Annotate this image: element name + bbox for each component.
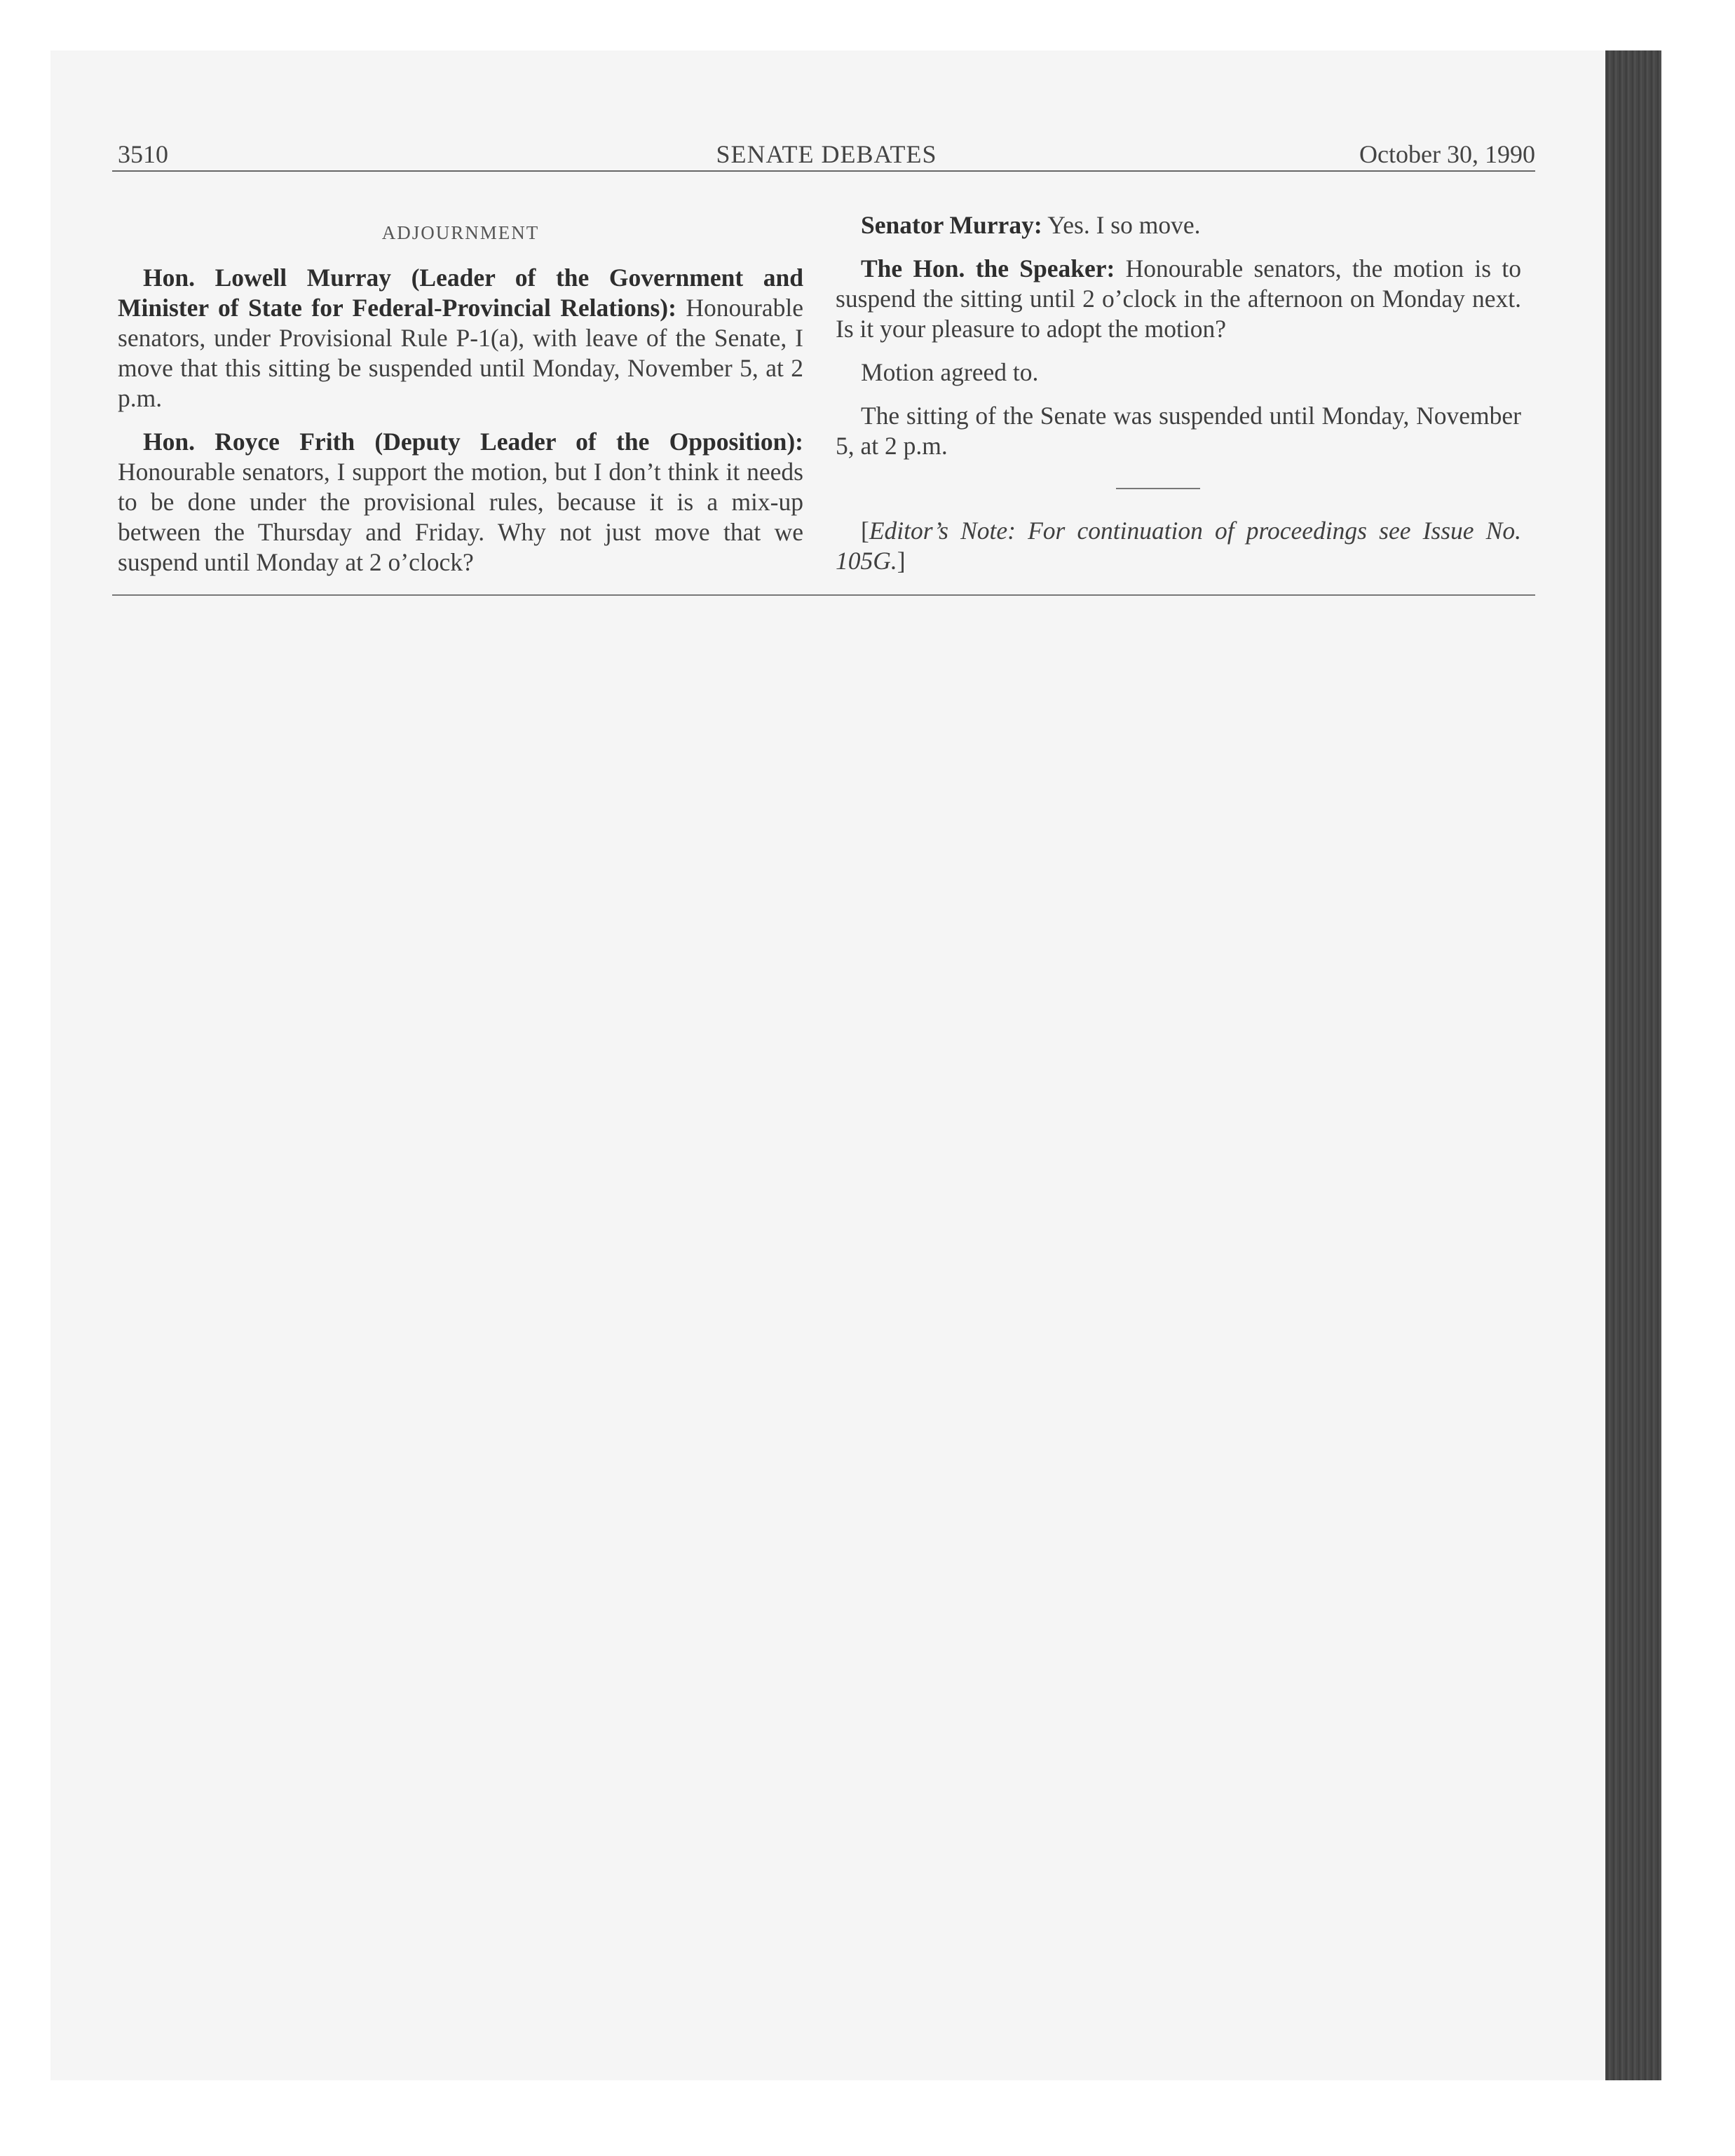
paragraph-text: Honourable senators, under Provisional Rule P-1(a), with leave of the Senate, I move that this sitting be suspended until Monday, November 5, at 2 p.m. (118, 294, 803, 412)
paragraph-sitting-suspended: The sitting of the Senate was suspended until Monday, November 5, at 2 p.m. (836, 402, 1521, 460)
page-number: 3510 (118, 140, 168, 168)
paragraph-murray-reply (836, 210, 1521, 240)
note-text: Editor’s Note: For continuation of proceedings see Issue No. 105G. (836, 517, 1521, 575)
paragraph-frith (118, 427, 803, 578)
page-header (118, 137, 1535, 171)
header-rule (112, 170, 1535, 172)
paragraph-text: Honourable senators, the motion is to suspend the sitting until 2 o’clock in the afternoon on Monday next. Is it your pleasure to adopt the motion? (836, 254, 1521, 343)
section-divider (1116, 488, 1200, 489)
header-date: October 30, 1990 (1359, 140, 1535, 168)
right-column (836, 210, 1521, 589)
left-column (118, 210, 803, 591)
paragraph-text: Honourable senators, I support the motion, but I don’t think it needs to be done under the provisional rules, because it is a mix-up between the Thursday and Friday. Why not just move that we suspend until Monday at 2 o’clock? (118, 458, 803, 576)
note-bracket-open: [ (861, 517, 869, 545)
scan-dark-edge (1605, 50, 1661, 2080)
paragraph-murray (118, 263, 803, 414)
paragraph-text: Yes. I so move. (1042, 211, 1201, 239)
speaker-name: Hon. Royce Frith (Deputy Leader of the Opposition): (143, 428, 803, 456)
speaker-name: Hon. Lowell Murray (Leader of the Government and Minister of State for Federal-Provincial Relations): (118, 264, 803, 322)
speaker-name: The Hon. the Speaker: (861, 254, 1115, 282)
note-bracket-close: ] (897, 547, 906, 575)
editor-note (836, 516, 1521, 576)
section-heading: ADJOURNMENT (381, 222, 540, 243)
paragraph-motion-agreed: Motion agreed to. (861, 358, 1039, 386)
publication-title: SENATE DEBATES (716, 140, 937, 168)
paragraph-speaker (836, 254, 1521, 344)
footer-rule (112, 594, 1535, 596)
speaker-name: Senator Murray: (861, 211, 1042, 239)
